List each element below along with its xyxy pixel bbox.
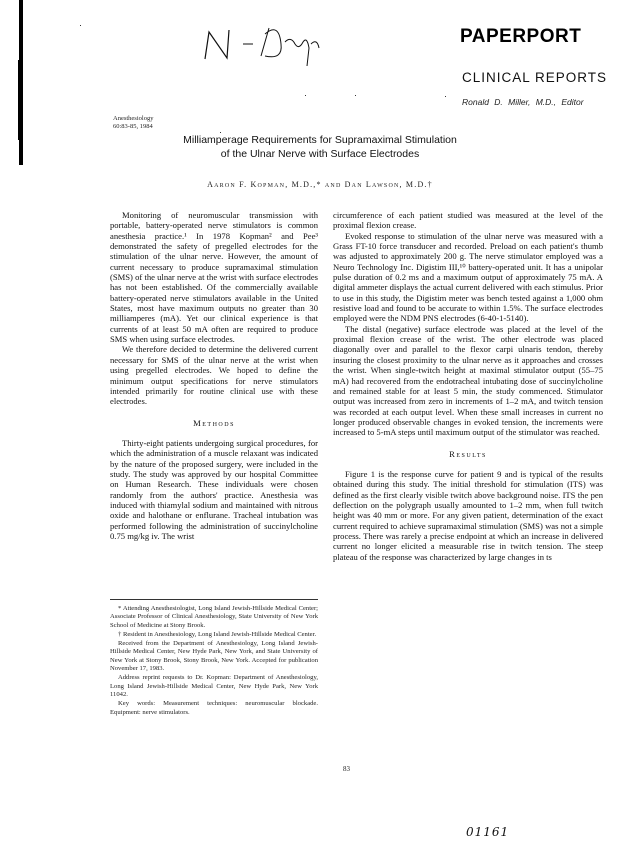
- results-paragraph: Figure 1 is the response curve for patient 9 and is typical of the results obtained during this study. The initial threshold for stimulation (ITS) was defined as the first clearly visible twitch above background noise. ITS the pen deflection on the polygraph usually amounted to 1–2 mm, when full twitch height was 40 mm or more. For any given patient, determination of the exact current required to achieve supramaximal stimulation (SMS) was not a simple process. There was rarely a precise endpoint at which an increase in delivered current no longer elicited a measurable rise in twitch tension. The steep plateau of the response was characterized by large changes in ts: [333, 468, 603, 562]
- intro-paragraph: Monitoring of neuromuscular transmission with portable, battery-operated nerve stimulators is common anesthesia practice.¹ In 1978 Kopman² and Pee³ demonstrated the safety of pregelled electrodes for the stimulation of the ulnar nerve. However, the amount of current necessary to produce supramaximal stimulation (SMS) of the ulnar nerve at the wrist with surface electrodes has not been established. Of the commercially available battery-operated nerve stimulators available in the United States, most have maximum outputs no greater than 30 milliamperes (mA). Yet our clinical experience is that currents of at least 50 mA often are required to produce SMS when using surface electrodes.: [110, 210, 318, 345]
- handwritten-note: 01161: [466, 825, 510, 839]
- journal-name: Anesthesiology: [113, 115, 154, 122]
- article-title: [150, 134, 490, 161]
- handwritten-signature: [195, 14, 345, 74]
- footnote: † Resident in Anesthesiology, Long Island Jewish-Hillside Medical Center.: [118, 630, 317, 638]
- footnote: Key words: Measurement techniques: neuromuscular blockade. Equipment: nerve stimulators.: [110, 700, 318, 716]
- right-column: [333, 210, 603, 562]
- publication-title: PAPERPORT: [460, 26, 582, 47]
- scan-speck: [305, 95, 306, 96]
- article-title-line-1: Milliamperage Requirements for Supramaximal Stimulation: [183, 134, 457, 146]
- results-heading: Results: [449, 448, 487, 459]
- article-title-line-2: of the Ulnar Nerve with Surface Electrodes: [220, 147, 420, 160]
- footnote: Received from the Department of Anesthesiology, Long Island Jewish-Hillside Medical Center, New Hyde Park, New York, and State University of New York at Stony Brook, Stony Brook, New York. Accepted for publication November 17, 1983.: [110, 640, 318, 673]
- journal-reference: [113, 115, 153, 130]
- methods-paragraph: The distal (negative) surface electrode was placed at the level of the proximal flexion crease of the wrist. The other electrode was placed diagonally over and parallel to the flexor carpi ulnaris tendon, thereby insuring the closest proximity to the ulnar nerve as it approaches and crosses the wrist. When single-twitch height at maximal stimulator output (55–75 mA) had recovered from the endotracheal intubating dose of succinylcholine and remained stable for at least 5 min, the study commenced. Stimulator output was increased from zero in increments of 1–2 mA, and twitch tension was recorded at each output level. When these small increases in current no longer produced observable changes in evoked tension, the increments were increased to 5-mA steps until maximum output of the stimulator was reached.: [333, 323, 603, 438]
- methods-continued: circumference of each patient studied was measured at the level of the proximal flexion crease.: [333, 210, 603, 231]
- editor-credit: Ronald D. Miller, M.D., Editor: [462, 97, 584, 107]
- methods-heading: Methods: [193, 417, 235, 428]
- footnote: * Attending Anesthesiologist, Long Island Jewish-Hillside Medical Center; Associate Professor of Clinical Anesthesiology, State University of New York School of Medicine at Stony Brook.: [110, 605, 318, 629]
- scan-speck: [445, 96, 446, 97]
- footnote: Address reprint requests to Dr. Kopman: Department of Anesthesiology, Long Island Jewish-Hillside Medical Center, New Hyde Park, New York 11042.: [110, 674, 318, 698]
- intro-paragraph: We therefore decided to determine the delivered current necessary for SMS of the ulnar nerve at the wrist when using pregelled electrodes. We hoped to define the minimum output specifications for nerve stimulators intended primarily for routine clinical use with these electrodes.: [110, 344, 318, 407]
- scan-speck: [220, 132, 221, 133]
- section-title: CLINICAL REPORTS: [462, 70, 608, 85]
- article-authors: Aaron F. Kopman, M.D.,* and Dan Lawson, M.D.†: [207, 180, 433, 189]
- scan-speck: [80, 25, 81, 26]
- left-column: [110, 210, 318, 541]
- footnotes: [110, 605, 318, 718]
- methods-paragraph: Evoked response to stimulation of the ulnar nerve was measured with a Grass FT-10 force transducer and recorded. Preload on each patient's thumb was adjusted to approximately 200 g. The nerve stimulator employed was a Neuro Technology Inc. Digistim III,¹⁰ battery-operated unit. It has a unipolar pulse duration of 0.2 ms and a maximum output of approximately 75 mA. A digital ammeter displays the actual current delivered with each stimulus. Prior to use in this study, the Digistim meter was bench tested against a 1,000 ohm resistive load and found to be accurate to within 1.5%. The surface electrodes employed were the NDM PNS electrodes (6-40-1-5140).: [333, 230, 603, 324]
- methods-paragraph: Thirty-eight patients undergoing surgical procedures, for which the administration of a muscle relaxant was indicated by the nature of the proposed surgery, were included in the study. The study was approved by our hospital Committee on Human Research. These individuals were chosen randomly from the authors' practice. Anesthesia was induced with thiamylal sodium and maintained with nitrous oxide and halothane or enflurane. Tracheal intubation was performed following the administration of succinylcholine 0.75 mg/kg iv. The wrist: [110, 437, 318, 541]
- page-number: 83: [343, 765, 350, 773]
- scan-edge-artifact: [18, 60, 21, 140]
- scan-speck: [355, 95, 356, 96]
- journal-citation: 60:83-85, 1984: [113, 122, 153, 130]
- footnote-divider: [110, 599, 318, 600]
